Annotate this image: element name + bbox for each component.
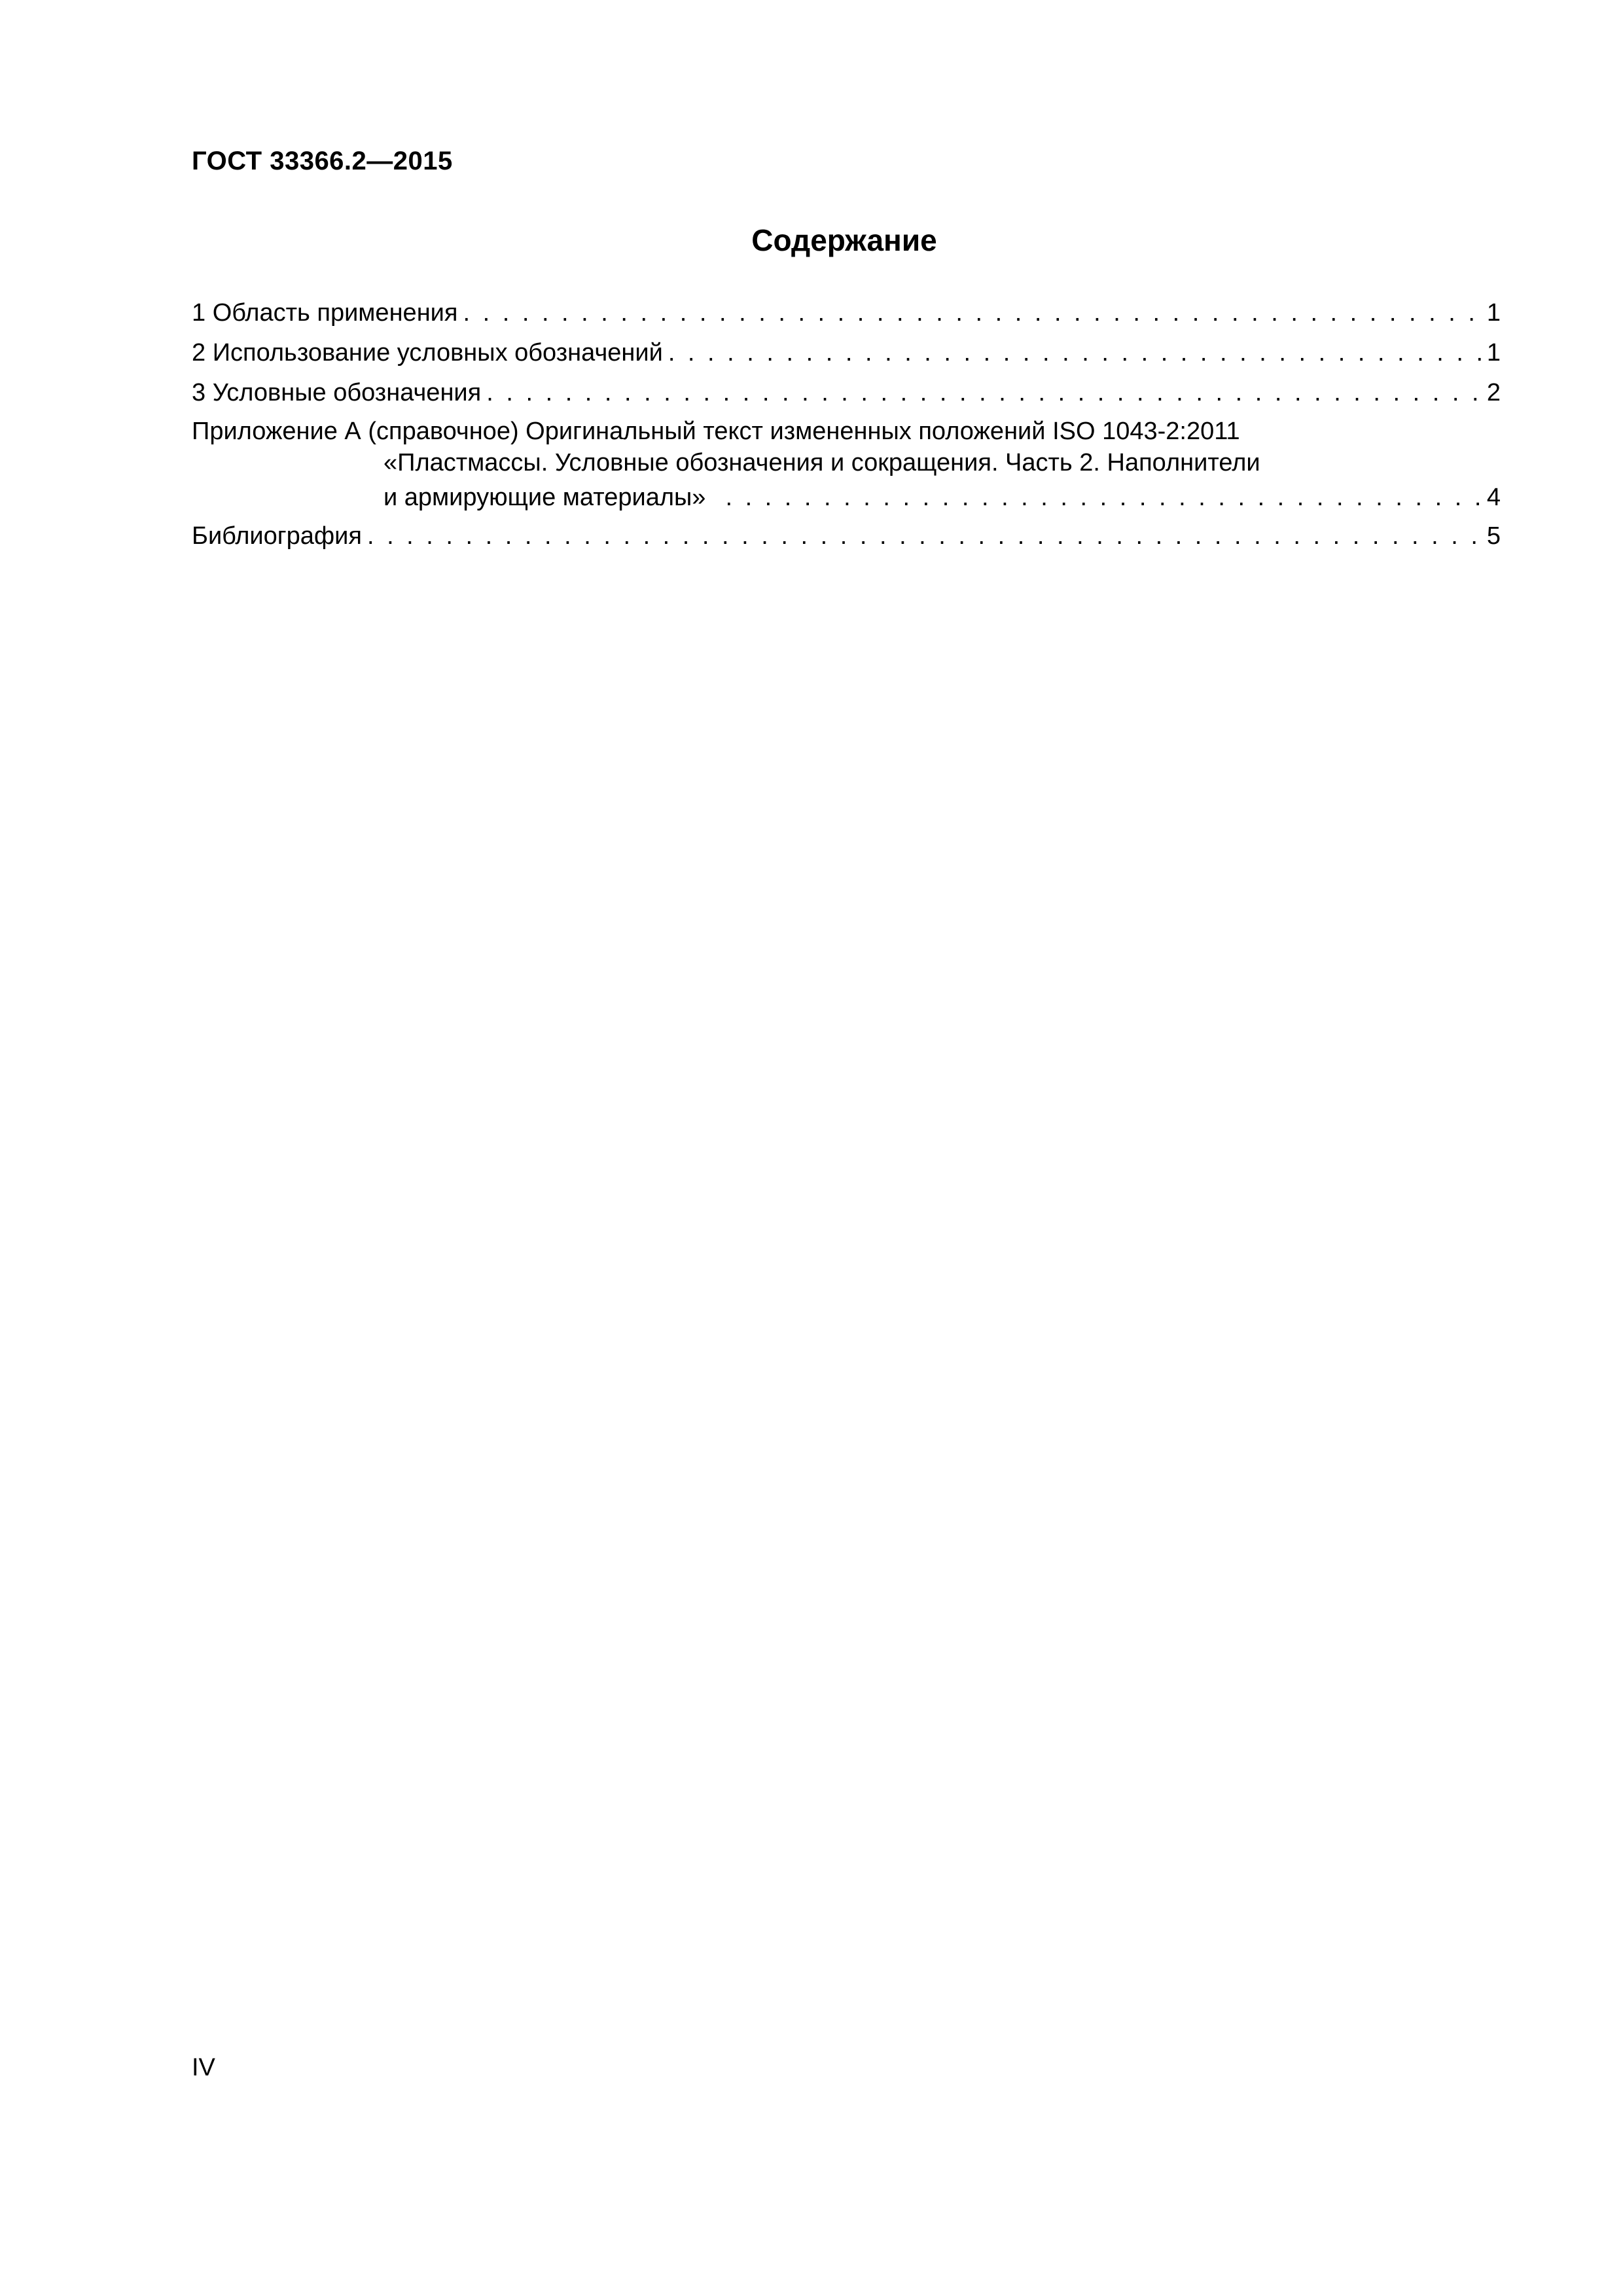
toc-entry-text: и армирующие материалы»: [383, 484, 706, 511]
toc-entry-page: 1: [1486, 339, 1501, 367]
toc-entry-page: 1: [1486, 299, 1501, 327]
toc-entry-text: 2 Использование условных обозначений: [192, 339, 663, 367]
toc-entry-scope[interactable]: [192, 293, 1501, 333]
toc-entry-text: Приложение А (справочное) Оригинальный текст измененных положений ISO 1043-2:2011: [192, 418, 1240, 445]
toc-entry-page: 4: [1486, 484, 1501, 511]
toc-leader-dots: [367, 516, 1483, 556]
page-number: IV: [192, 2054, 215, 2081]
toc-annex-line-3: [192, 478, 1501, 516]
toc-leader-dots: [668, 333, 1483, 373]
toc-leader-dots: [463, 293, 1482, 333]
toc-title: Содержание: [751, 223, 937, 257]
toc-entry-text: «Пластмассы. Условные обозначения и сокращения. Часть 2. Наполнители: [383, 449, 1260, 476]
toc-entry-bibliography[interactable]: [192, 516, 1501, 556]
toc-annex-line-2: [192, 447, 1501, 478]
toc-entry-annex-a[interactable]: [192, 413, 1501, 516]
toc-entry-symbols[interactable]: [192, 373, 1501, 413]
toc-leader-dots: [725, 478, 1482, 516]
toc-entry-page: 5: [1486, 522, 1501, 550]
toc-entry-use-of-symbols[interactable]: [192, 333, 1501, 373]
toc-annex-line-1: [192, 416, 1501, 447]
toc-entry-text: 3 Условные обозначения: [192, 379, 482, 406]
toc-entry-text: Библиография: [192, 522, 362, 550]
table-of-contents: [192, 293, 1501, 556]
toc-entry-page: 2: [1486, 379, 1501, 406]
toc-entry-text: 1 Область применения: [192, 299, 458, 327]
toc-leader-dots: [486, 373, 1483, 413]
document-id: ГОСТ 33366.2—2015: [192, 147, 453, 175]
